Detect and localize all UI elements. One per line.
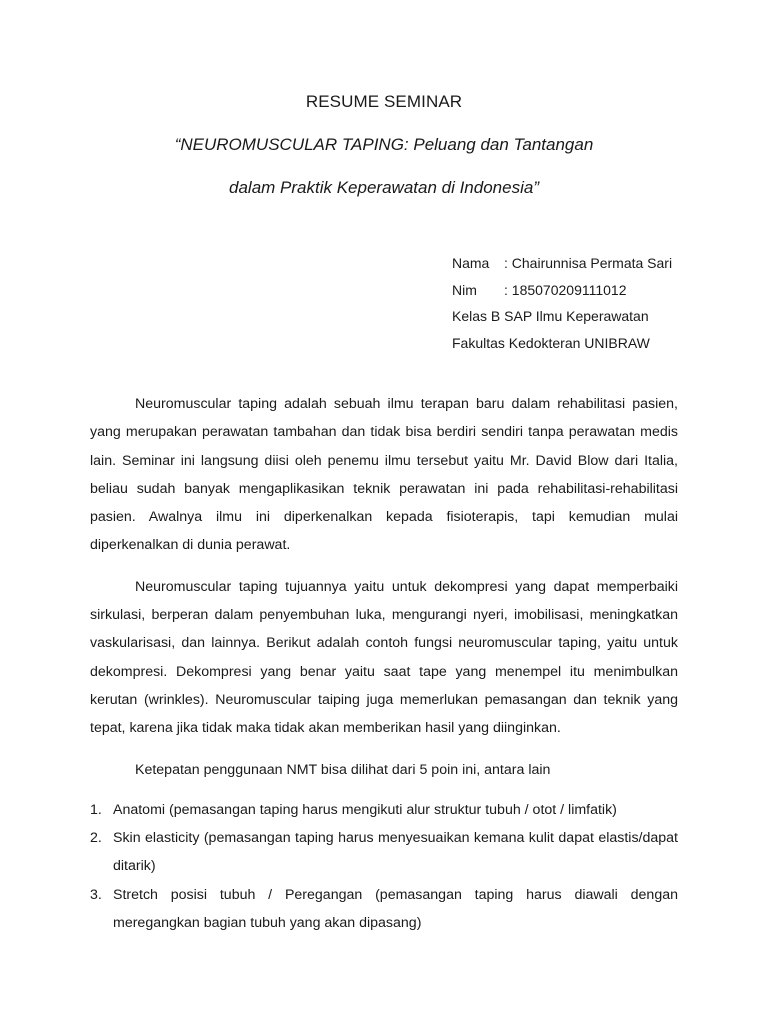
paragraph-3: Ketepatan penggunaan NMT bisa dilihat dari 5 poin ini, antara lain xyxy=(135,761,551,778)
list-item-text: Skin elasticity (pemasangan taping harus menyesuaikan kemana kulit dapat elastis/dapat ditarik) xyxy=(113,830,678,875)
identity-row-fakultas: Fakultas Kedokteran UNIBRAW xyxy=(452,334,650,351)
nama-value: : Chairunnisa Permata Sari xyxy=(504,255,673,271)
nim-value: : 185070209111012 xyxy=(504,281,627,298)
list-item-number: 3. xyxy=(90,886,102,903)
list-item xyxy=(90,796,678,824)
list-item xyxy=(90,824,678,881)
nim-label: Nim xyxy=(452,281,477,298)
subtitle-line-2-text: dalam Praktik Keperawatan di Indonesia xyxy=(229,178,534,197)
paragraph-2: Neuromuscular taping tujuannya yaitu untuk dekompresi yang dapat memperbaiki sirkulasi, berperan dalam penyembuhan luka, mengurangi nyeri, imobilisasi, meningkatkan vaskularisasi, dan lainnya. Berikut adalah contoh fungsi neuromuscular taping, yaitu untuk dekompresi. Dekompresi yang benar yaitu saat tape yang menempel itu menimbulkan kerutan (wrinkles). Neuromuscular taiping juga memerlukan pemasangan dan teknik yang tepat, karena jika tidak maka tidak akan memberikan hasil yang diinginkan. xyxy=(90,578,678,737)
subtitle-close-quote: ” xyxy=(533,178,539,197)
identity-row-nim xyxy=(452,277,672,304)
nama-label: Nama xyxy=(452,255,490,271)
list-item xyxy=(90,881,678,938)
nmt-points-list xyxy=(90,796,678,937)
document-body xyxy=(90,390,678,937)
document-title: RESUME SEMINAR xyxy=(305,92,463,111)
seminar-subtitle-line-2 xyxy=(0,178,768,198)
list-item-number: 1. xyxy=(90,801,102,818)
identity-row-kelas: Kelas B SAP Ilmu Keperawatan xyxy=(452,308,649,324)
subtitle-line-1-text: NEUROMUSCULAR TAPING: Peluang dan Tantangan xyxy=(180,135,594,154)
list-item-text: Anatomi (pemasangan taping harus mengikuti alur struktur tubuh / otot / limfatik) xyxy=(113,801,617,818)
list-item-text: Stretch posisi tubuh / Peregangan (pemasangan taping harus diawali dengan meregangkan bagian tubuh yang akan dipasang) xyxy=(113,886,678,932)
subtitle-open-quote: “ xyxy=(174,135,181,154)
identity-row-nama xyxy=(452,250,672,277)
author-identity-block xyxy=(452,250,672,356)
seminar-subtitle-line-1 xyxy=(0,135,768,155)
paragraph-1: Neuromuscular taping adalah sebuah ilmu terapan baru dalam rehabilitasi pasien, yang merupakan perawatan tambahan dan tidak bisa berdiri sendiri tanpa perawatan medis lain. Seminar ini langsung diisi oleh penemu ilmu tersebut yaitu Mr. David Blow dari Italia, beliau sudah banyak mengaplikasikan teknik perawatan ini pada rehabilitasi-rehabilitasi pasien. Awalnya ilmu ini diperkenalkan kepada fisioterapis, tapi kemudian mulai diperkenalkan di dunia perawat. xyxy=(90,396,678,554)
list-item-number: 2. xyxy=(90,830,102,847)
